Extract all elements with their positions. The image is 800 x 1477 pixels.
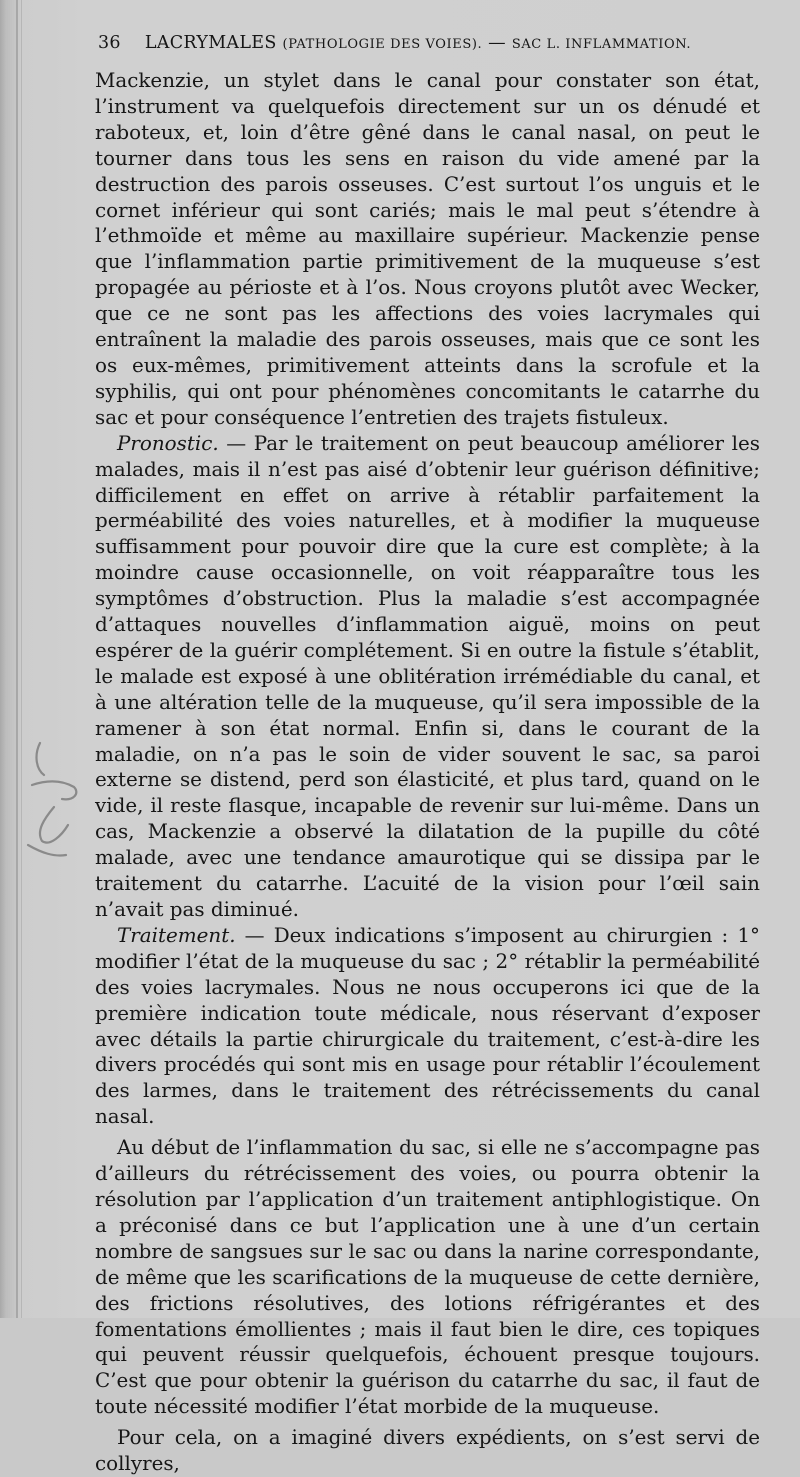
traitement-heading: Traitement. (117, 923, 236, 947)
pronostic-text: — Par le traitement on peut beaucoup améliorer les malades, mais il n’est pas aisé d’obtenir leur guérison définitive; difficilement en effet on arrive à rétablir parfaitement la perméabilité des voies naturelles, et à modifier la muqueuse suffisamment pour pouvoir dire que la cure est complète; à la moindre cause occasionnelle, on voit réapparaître tous les symptômes d’obstruction. Plus la maladie s’est accompagnée d’attaques nouvelles d’inflammation aiguë, moins on peut espérer de la guérir complétement. Si en outre la fistule s’établit, le malade est exposé à une oblitération irrémédiable du canal, et à une altération telle de la muqueuse, qu’il sera impossible de la ramener à son état normal. Enfin si, dans le courant de la maladie, on n’a pas le soin de vider souvent le sac, sa paroi externe se distend, perd son élasticité, et plus tard, quand on le vide, il reste flasque, incapable de revenir sur lui-même. Dans un cas, Mackenzie a observé la dilatation de la pupille du côté malade, avec une tendance amaurotique qui se dissipa par le traitement du catarrhe. L’acuité de la vision pour l’œil sain n’avait pas diminué. (95, 431, 760, 921)
paragraph-pour-cela: Pour cela, on a imaginé divers expédients, on s’est servi de collyres, (95, 1426, 760, 1476)
header-subtitle: (PATHOLOGIE DES VOIES). (282, 37, 483, 52)
page-number: 36 (98, 33, 121, 53)
header-title: LACRYMALES (144, 33, 277, 53)
paragraph-pronostic (95, 431, 760, 923)
running-header (98, 33, 760, 59)
paragraph-traitement (95, 923, 760, 1130)
traitement-text: — Deux indications s’imposent au chirurgien : 1° modifier l’état de la muqueuse du sac ; 2° rétablir la perméabilité des voies lacrymales. Nous ne nous occuperons ici que de la première indication toute médicale, nous réservant d’exposer avec détails la partie chirurgicale du traitement, c’est-à-dire les divers procédés qui sont mis en usage pour rétablir l’écoulement des larmes, dans le traitement des rétrécissements du canal nasal. (95, 923, 760, 1129)
header-section: SAC L. INFLAMMATION. (511, 37, 692, 52)
header-separator: — (488, 33, 506, 53)
page-gutter-line-inner (21, 0, 22, 1318)
handwritten-margin-mark (14, 735, 94, 870)
page-gutter-line (16, 0, 18, 1318)
body-text (95, 68, 760, 1477)
paragraph-continuation: Mackenzie, un stylet dans le canal pour constater son état, l’instrument va quelquefois directement sur un os dénudé et raboteux, et, loin d’être gêné dans le canal nasal, on peut le tourner dans tous les sens en raison du vide amené par la destruction des parois osseuses. C’est surtout l’os unguis et le cornet inférieur qui sont cariés; mais le mal peut s’étendre à l’ethmoïde et même au maxillaire supérieur. Mackenzie pense que l’inflammation partie primitivement de la muqueuse s’est propagée au périoste et à l’os. Nous croyons plutôt avec Wecker, que ce ne sont pas les affections des voies lacrymales qui entraînent la maladie des parois osseuses, mais que ce sont les os eux-mêmes, primitivement atteints dans la scrofule et la syphilis, qui ont pour phénomènes concomitants le catarrhe du sac et pour conséquence l’entretien des trajets fistuleux. (95, 69, 760, 429)
paragraph-debut: Au début de l’inflammation du sac, si elle ne s’accompagne pas d’ailleurs du rétrécissement des voies, ou pourra obtenir la résolution par l’application d’un traitement antiphlogistique. On a préconisé dans ce but l’application une à une d’un certain nombre de sangsues sur le sac ou dans la narine correspondante, de même que les scarifications de la muqueuse de cette dernière, des frictions résolutives, des lotions réfrigérantes et des fomentations émollientes ; mais il faut bien le dire, ces topiques qui peuvent réussir quelquefois, échouent presque toujours. C’est que pour obtenir la guérison du catarrhe du sac, il faut de toute nécessité modifier l’état morbide de la muqueuse. (95, 1136, 760, 1419)
pronostic-heading: Pronostic. (117, 431, 219, 455)
